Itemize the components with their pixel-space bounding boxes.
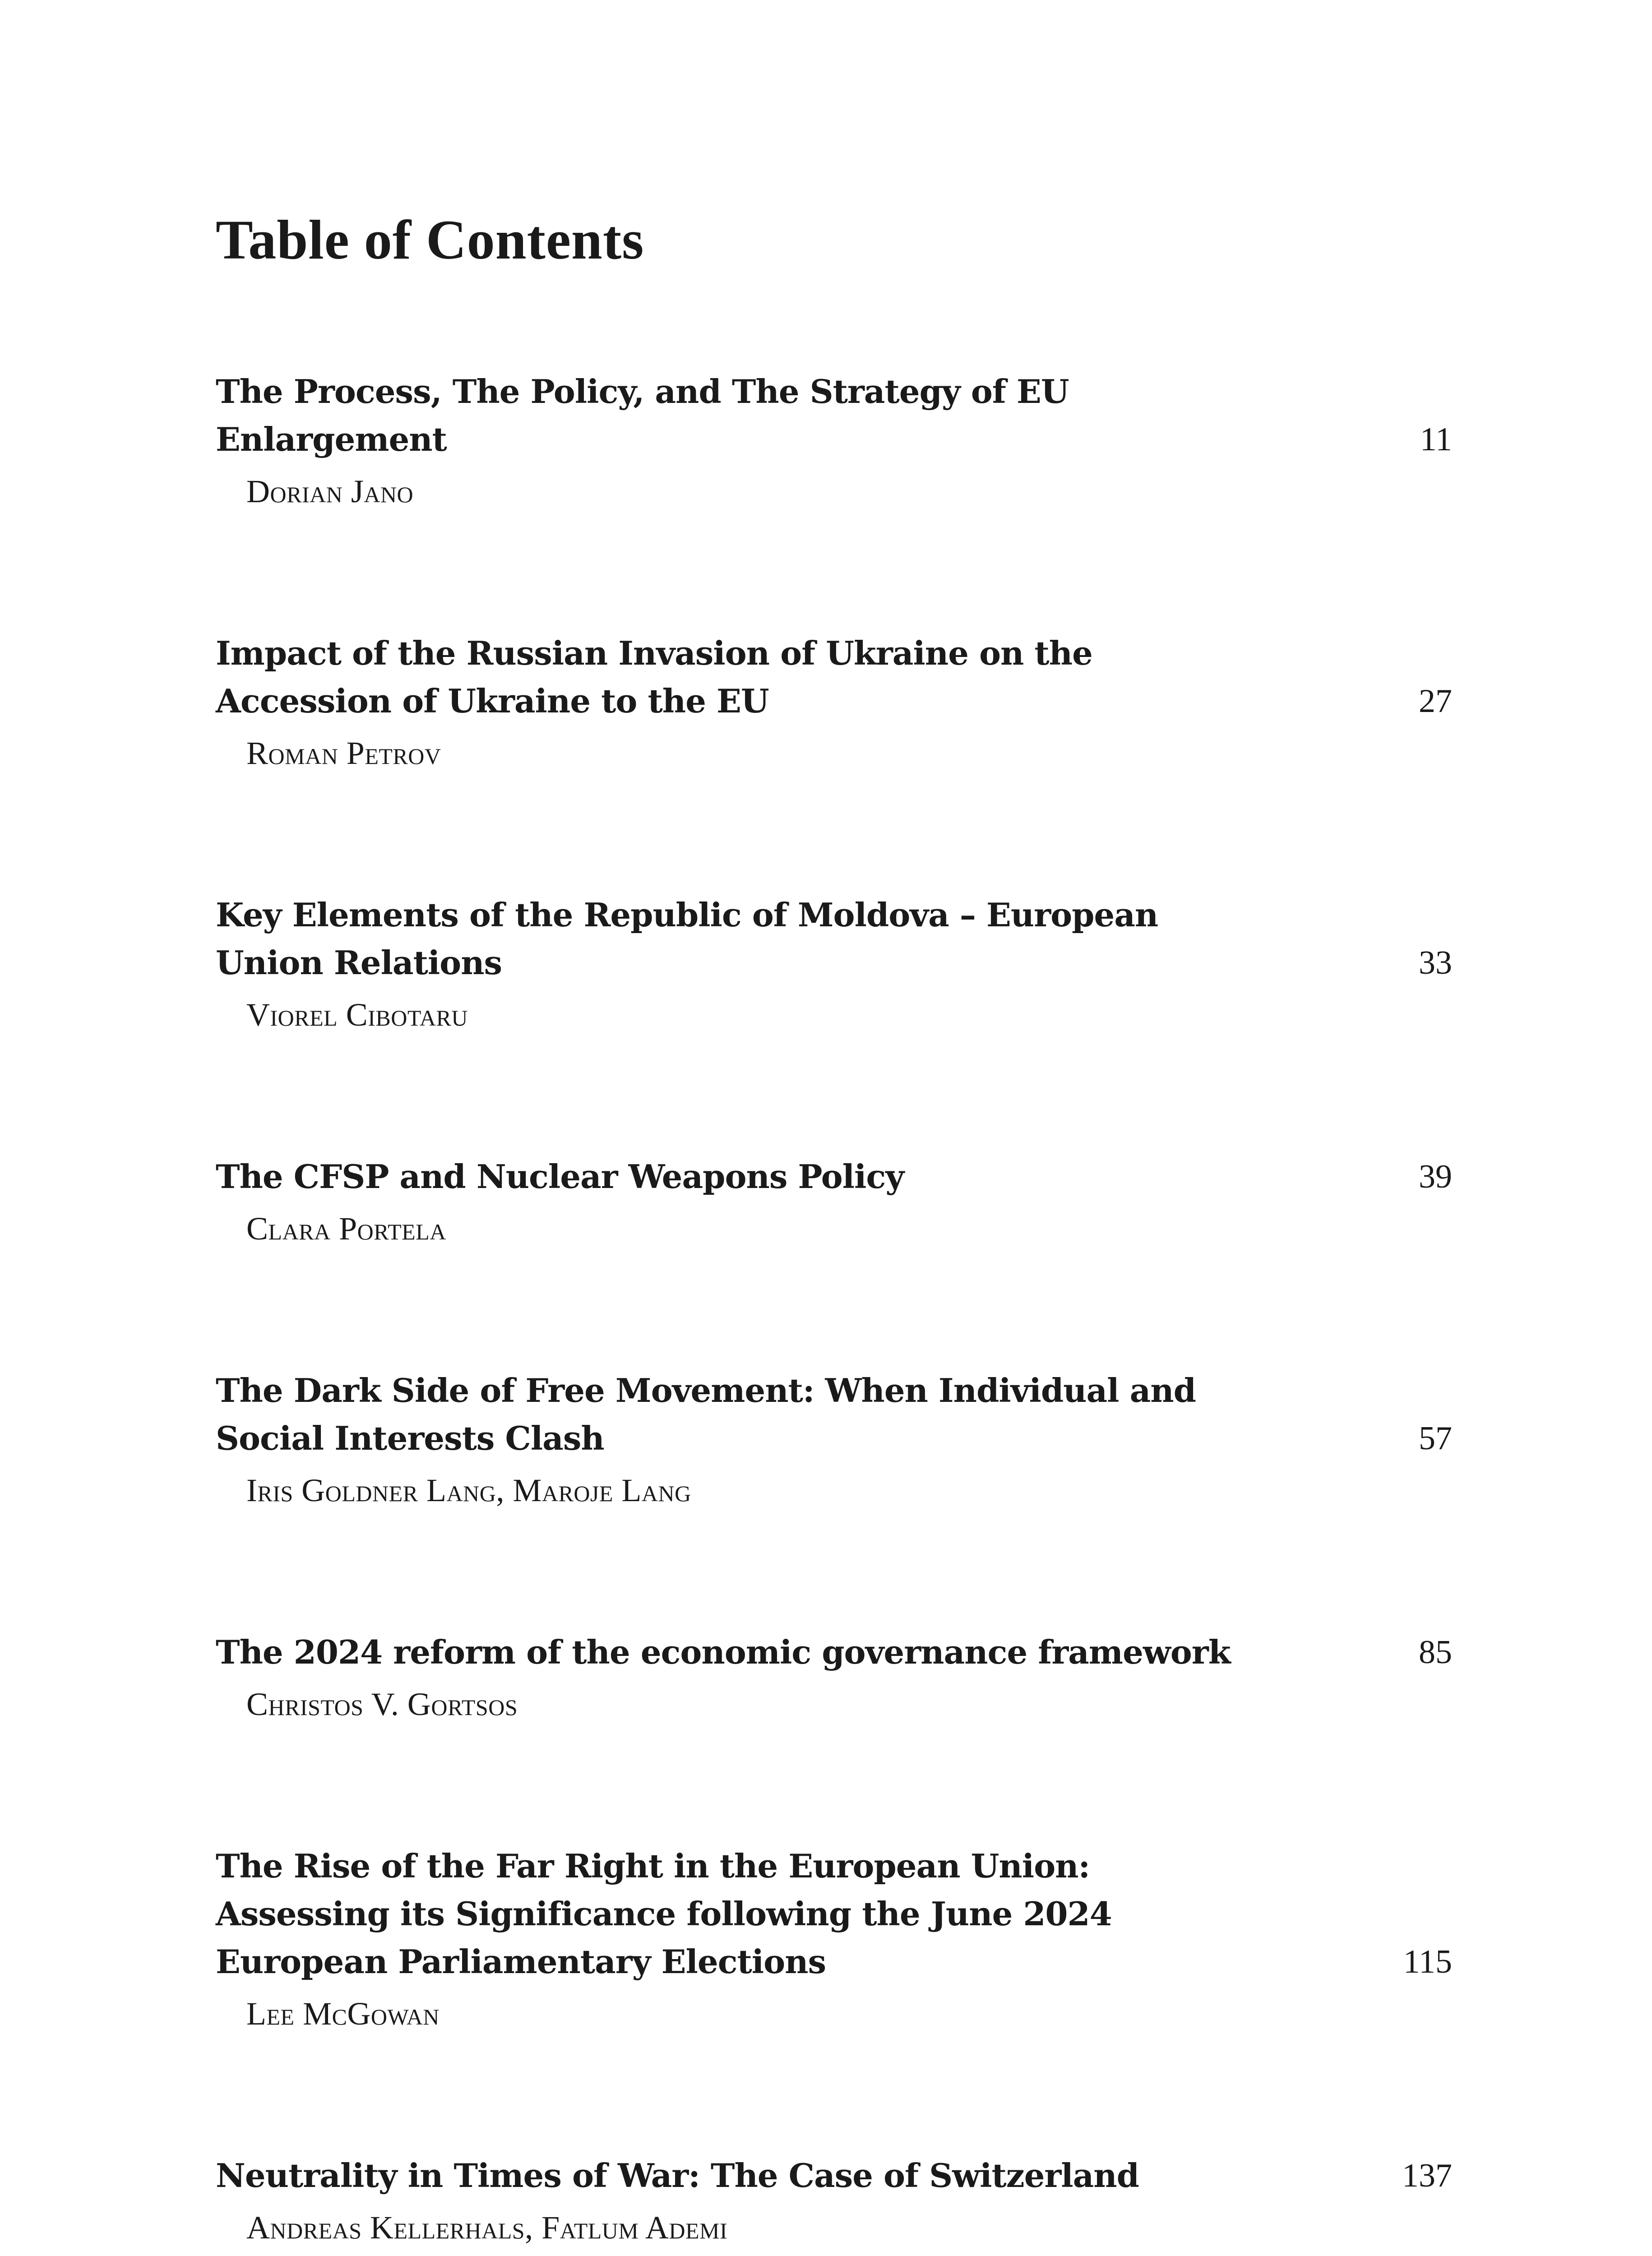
toc-entry-title[interactable]: The Rise of the Far Right in the European Union: Assessing its Significance following the June 2024 European Parliamentary Elections [216, 1847, 1112, 1981]
toc-entry-title[interactable]: The Dark Side of Free Movement: When Individual and Social Interests Clash [216, 1371, 1196, 1457]
toc-entry[interactable] [216, 2152, 1452, 2249]
toc-entry-page-number[interactable]: 137 [1402, 2157, 1452, 2194]
toc-entry-page-number[interactable]: 85 [1419, 1634, 1452, 1671]
toc-entry-header [216, 629, 1452, 725]
toc-entry-title[interactable]: The CFSP and Nuclear Weapons Policy [216, 1157, 904, 1196]
toc-entry-title[interactable]: Impact of the Russian Invasion of Ukraine on the Accession of Ukraine to the EU [216, 634, 1092, 720]
toc-entry-header [216, 891, 1452, 987]
toc-entry-header [216, 1842, 1452, 1986]
toc-entry-title[interactable]: The 2024 reform of the economic governance framework [216, 1633, 1231, 1671]
toc-entry-page-number[interactable]: 115 [1403, 1943, 1452, 1980]
toc-entry[interactable] [216, 891, 1452, 1036]
toc-entry-header [216, 1153, 1452, 1201]
toc-entry-author: Dorian Jano [246, 473, 414, 509]
toc-entry-page-number[interactable]: 11 [1420, 421, 1452, 458]
toc-entry-header [216, 1367, 1452, 1462]
toc-entry-page-number[interactable]: 57 [1419, 1420, 1452, 1457]
toc-entry-page-number[interactable]: 33 [1419, 944, 1452, 981]
toc-entry-author: Iris Goldner Lang, Maroje Lang [246, 1472, 691, 1508]
toc-entry-title[interactable]: The Process, The Policy, and The Strategy of EU Enlargement [216, 372, 1069, 458]
toc-entry-header [216, 368, 1452, 463]
page-title: Table of Contents [216, 209, 644, 271]
toc-entry[interactable] [216, 1367, 1452, 1512]
toc-entry[interactable] [216, 1628, 1452, 1726]
toc-entry-author: Roman Petrov [246, 735, 441, 771]
toc-entry-title[interactable]: Key Elements of the Republic of Moldova – European Union Relations [216, 896, 1158, 982]
toc-entry-author: Andreas Kellerhals, Fatlum Ademi [246, 2210, 728, 2246]
toc-entry-author: Lee McGowan [246, 1996, 440, 2032]
toc-entry-author: Viorel Cibotaru [246, 997, 468, 1033]
toc-entry-title[interactable]: Neutrality in Times of War: The Case of Switzerland [216, 2156, 1139, 2195]
toc-entry-page-number[interactable]: 27 [1419, 683, 1452, 720]
toc-entry[interactable] [216, 368, 1452, 513]
toc-entry[interactable] [216, 1153, 1452, 1250]
toc-entry-author: Christos V. Gortsos [246, 1686, 518, 1722]
toc-entry-header [216, 1628, 1452, 1676]
toc-entry[interactable] [216, 629, 1452, 775]
toc-entry-page-number[interactable]: 39 [1419, 1158, 1452, 1195]
toc-entry-header [216, 2152, 1452, 2200]
toc-entry-author: Clara Portela [246, 1211, 446, 1247]
table-of-contents [216, 368, 1452, 2256]
toc-entry[interactable] [216, 1842, 1452, 2035]
